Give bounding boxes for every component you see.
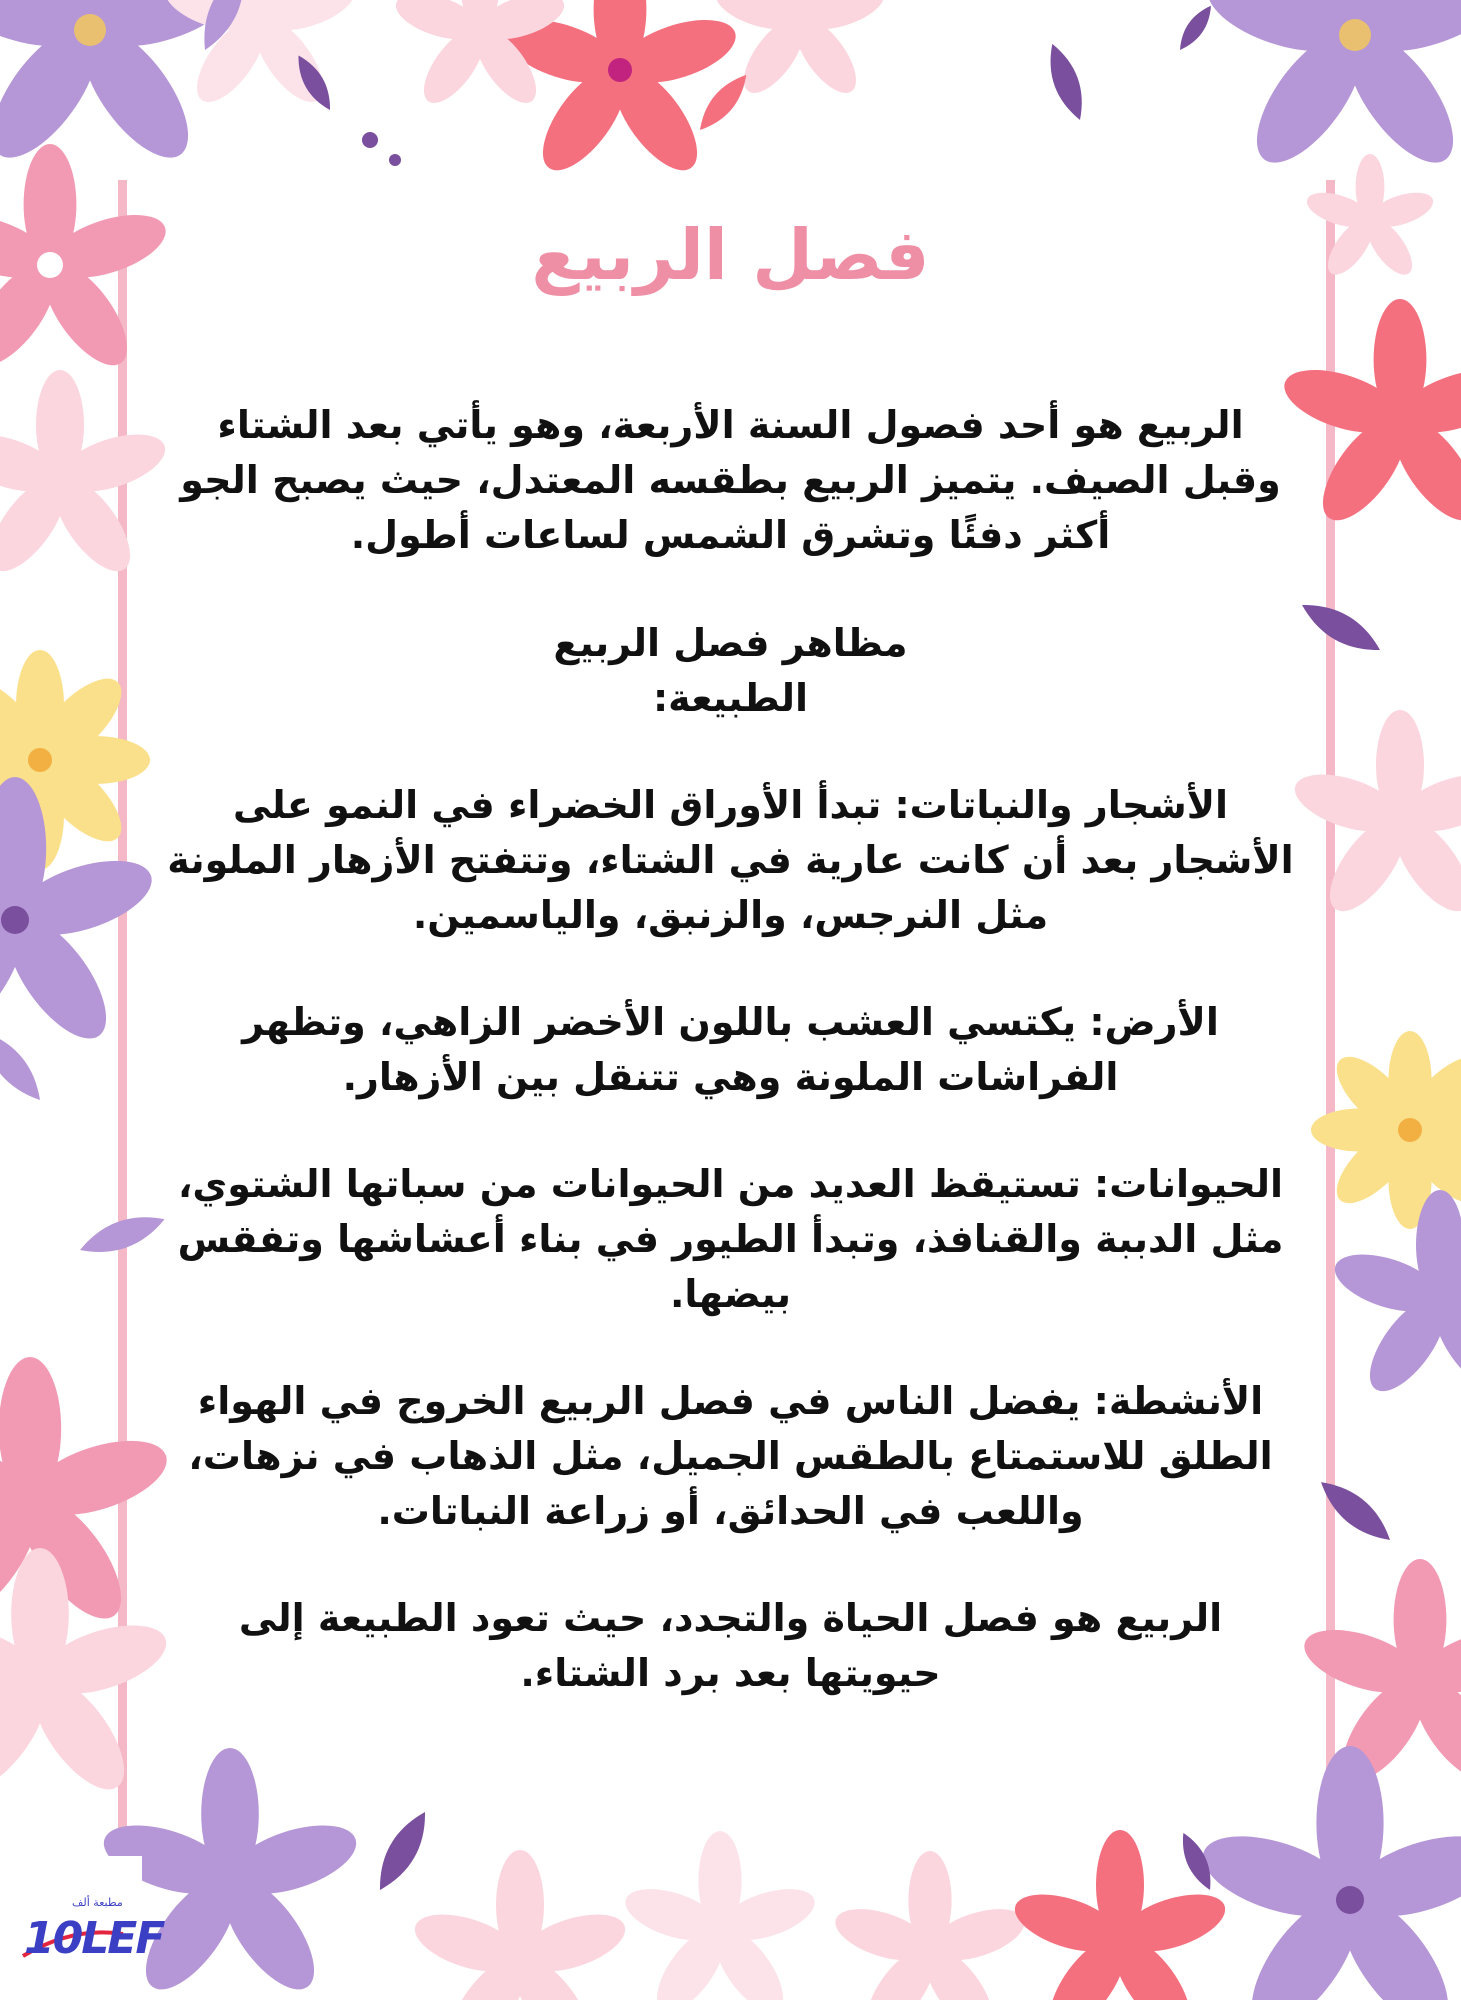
page-title: فصل الربيع (531, 214, 930, 296)
subsection-heading: الطبيعة: (652, 676, 809, 720)
logo-caption: مطبعة ألف (72, 1896, 123, 1909)
document-body (165, 200, 1296, 1701)
closing-paragraph: الربيع هو فصل الحياة والتجدد، حيث تعود الطبيعة إلى حيويتها بعد برد الشتاء. (238, 1596, 1223, 1695)
earth-paragraph: الأرض: يكتسي العشب باللون الأخضر الزاهي، وتظهر الفراشات الملونة وهي تتنقل بين الأزهار. (242, 1000, 1219, 1099)
animals-paragraph: الحيوانات: تستيقظ العديد من الحيوانات من سباتها الشتوي، مثل الدببة والقنافذ، وتبدأ الطيور في بناء أعشاشها وتفقس بيضها. (177, 1162, 1284, 1316)
activities-paragraph: الأنشطة: يفضل الناس في فصل الربيع الخروج في الهواء الطلق للاستمتاع بالطقس الجميل، مثل الذهاب في نزهات، واللعب في الحدائق، أو زراعة النباتات. (188, 1379, 1273, 1533)
logo-text: 10LEF (24, 1913, 164, 1964)
publisher-logo (0, 1856, 164, 2000)
flower-left-side (0, 370, 176, 1804)
section-heading: مظاهر فصل الربيع (553, 621, 908, 665)
trees-paragraph: الأشجار والنباتات: تبدأ الأوراق الخضراء في النمو على الأشجار بعد أن كانت عارية في الشتاء، وتتفتح الأزهار الملونة مثل النرجس، والزنبق، والياسمين. (167, 783, 1294, 937)
flower-right-side (1288, 710, 1461, 1793)
flower-bottom (96, 1746, 1461, 2000)
intro-paragraph: الربيع هو أحد فصول السنة الأربعة، وهو يأتي بعد الشتاء وقبل الصيف. يتميز الربيع بطقسه المعتدل، حيث يصبح الجو أكثر دفئًا وتشرق الشمس لساعات أطول. (180, 403, 1281, 557)
flower-top-center (390, 0, 889, 183)
